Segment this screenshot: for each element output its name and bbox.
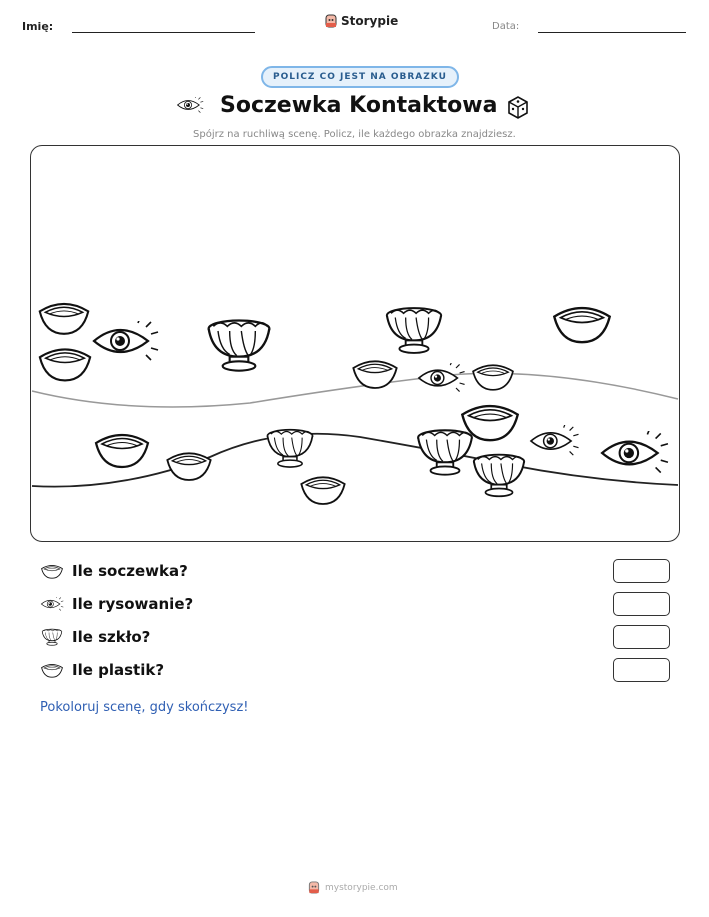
question-label: Ile rysowanie? bbox=[72, 595, 194, 613]
scene-illustration bbox=[30, 145, 680, 542]
coloring-note: Pokoloruj scenę, gdy skończysz! bbox=[40, 700, 249, 715]
eye-item bbox=[94, 318, 158, 360]
storypie-mascot-icon bbox=[325, 14, 337, 28]
glass-bowl-icon bbox=[40, 628, 64, 646]
name-field[interactable] bbox=[72, 32, 255, 33]
lens-item bbox=[167, 453, 210, 480]
glass-bowl-item bbox=[474, 455, 524, 497]
lens-item bbox=[353, 361, 396, 388]
question-row bbox=[40, 661, 164, 679]
site-url: mystorypie.com bbox=[325, 882, 398, 893]
glass-bowl-item bbox=[418, 430, 472, 474]
answer-box[interactable] bbox=[613, 559, 670, 583]
dice-icon bbox=[505, 93, 531, 119]
glass-bowl-item bbox=[267, 430, 312, 467]
answer-box[interactable] bbox=[613, 658, 670, 682]
date-field[interactable] bbox=[538, 32, 686, 33]
page-title: Soczewka Kontaktowa bbox=[220, 93, 498, 118]
question-row bbox=[40, 595, 193, 613]
answer-box[interactable] bbox=[613, 625, 670, 649]
question-row bbox=[40, 562, 188, 580]
eye-item bbox=[602, 429, 668, 472]
date-label: Data: bbox=[492, 21, 520, 32]
eye-item bbox=[531, 424, 579, 455]
question-label: Ile soczewka? bbox=[72, 562, 188, 580]
lens-item bbox=[473, 365, 513, 390]
lens-icon bbox=[40, 563, 64, 579]
glass-bowl-item bbox=[209, 321, 270, 371]
name-label: Imię: bbox=[22, 20, 54, 33]
storypie-mascot-icon bbox=[308, 881, 320, 894]
glass-bowl-item bbox=[387, 308, 441, 353]
plastic-lens-icon bbox=[40, 662, 64, 678]
section-badge: POLICZ CO JEST NA OBRAZKU bbox=[261, 66, 459, 88]
brand-logo bbox=[325, 14, 398, 28]
question-row bbox=[40, 628, 150, 646]
lens-item bbox=[40, 349, 90, 380]
lens-item bbox=[40, 304, 89, 334]
eye-icon bbox=[176, 96, 204, 114]
lens-item bbox=[554, 308, 609, 342]
answer-box[interactable] bbox=[613, 592, 670, 616]
question-label: Ile plastik? bbox=[72, 661, 165, 679]
lens-item bbox=[96, 435, 148, 467]
instructions: Spójrz na ruchliwą scenę. Policz, ile każdego obrazka znajdziesz. bbox=[193, 129, 516, 140]
question-label: Ile szkło? bbox=[72, 628, 151, 646]
site-footer bbox=[308, 881, 398, 894]
back-wave-line bbox=[32, 373, 678, 407]
brand-name: Storypie bbox=[341, 14, 399, 28]
lens-item bbox=[301, 477, 344, 504]
eye-item bbox=[419, 362, 465, 392]
eye-icon bbox=[40, 596, 64, 612]
